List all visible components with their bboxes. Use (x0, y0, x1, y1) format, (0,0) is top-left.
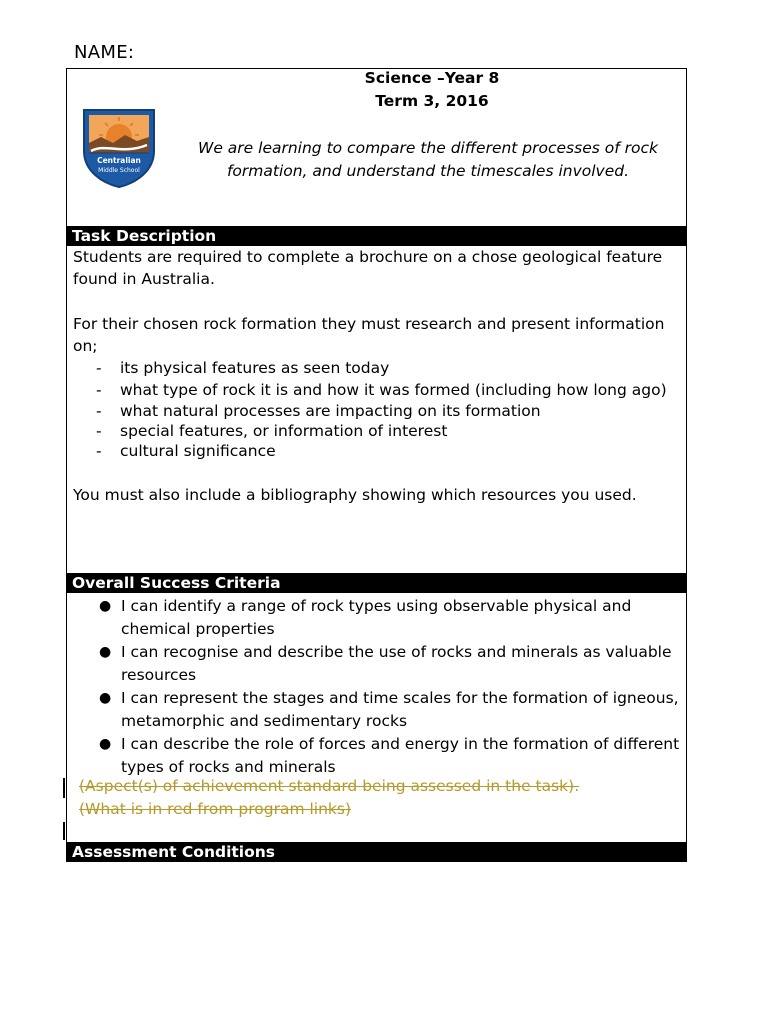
margin-change-marker (63, 778, 65, 798)
list-item: ● I can represent the stages and time scales for the formation of igneous, metamorphic and sedimentary rocks (99, 689, 679, 730)
list-item: ● I can recognise and describe the use of rocks and minerals as valuable resources (99, 643, 672, 684)
margin-change-marker (63, 822, 65, 840)
struck-note-line-2: (What is in red from program links) (79, 800, 352, 818)
section-header-task: Task Description (66, 226, 687, 246)
section-header-conditions: Assessment Conditions (66, 842, 687, 862)
research-intro: For their chosen rock formation they must research and present information on; (73, 315, 665, 355)
list-item: - cultural significance (96, 442, 276, 460)
success-criteria-body (67, 595, 682, 779)
list-item: - special features, or information of interest (96, 422, 448, 440)
section-header-criteria: Overall Success Criteria (66, 573, 687, 593)
svg-text:Middle School: Middle School (98, 167, 140, 174)
bibliography-note: You must also include a bibliography showing which resources you used. (73, 486, 637, 504)
name-label: NAME: (74, 42, 135, 63)
header-cell (67, 69, 686, 226)
criteria-list (67, 595, 682, 779)
learning-objective: We are learning to compare the different processes of rock formation, and understand the timescales involved. (198, 139, 658, 180)
task-intro: Students are required to complete a brochure on a chose geological feature found in Australia. (73, 248, 663, 288)
research-list (73, 357, 679, 461)
struck-note (79, 775, 679, 821)
subject-title: Science –Year 8 (364, 69, 500, 87)
task-description-body (73, 246, 679, 506)
list-item: ● I can identify a range of rock types using observable physical and chemical properties (99, 597, 632, 638)
struck-note-line-1: (Aspect(s) of achievement standard being assessed in the task). (79, 777, 580, 795)
list-item: - what type of rock it is and how it was formed (including how long ago) (96, 381, 667, 399)
list-item: - what natural processes are impacting on its formation (96, 402, 541, 420)
term-title: Term 3, 2016 (375, 92, 489, 110)
svg-text:Centralian: Centralian (97, 156, 141, 165)
list-item: ● I can describe the role of forces and energy in the formation of different types of rocks and minerals (99, 735, 680, 776)
assessment-table (66, 68, 687, 862)
school-crest-icon (81, 107, 157, 189)
list-item: - its physical features as seen today (96, 359, 390, 377)
